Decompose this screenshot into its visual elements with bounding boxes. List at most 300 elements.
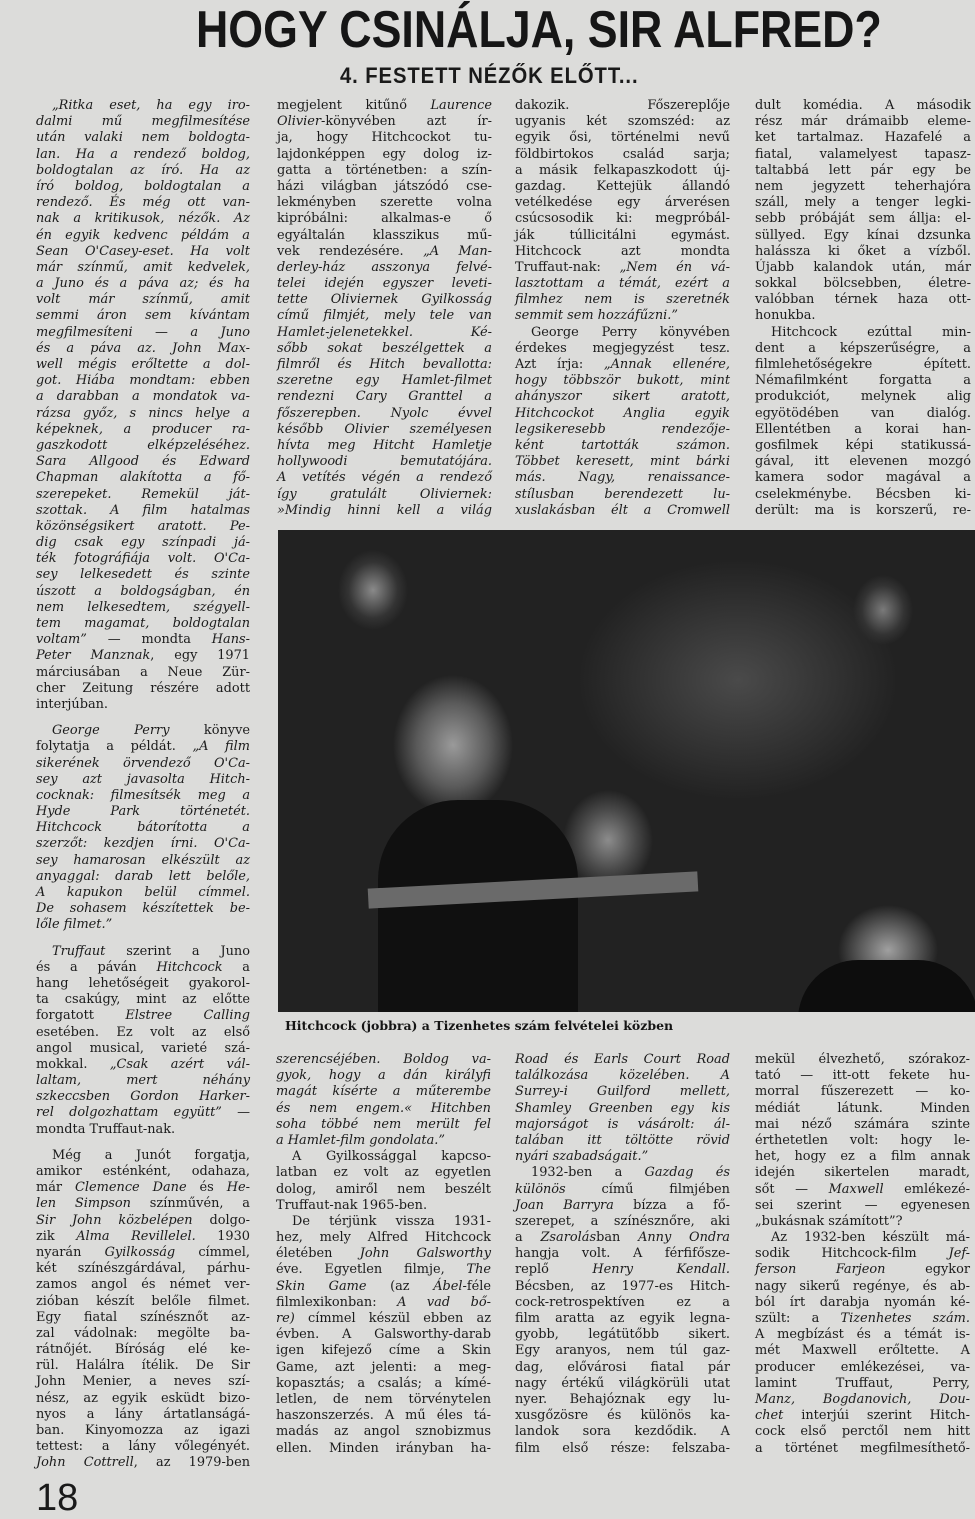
text-line: [276, 1068, 491, 1084]
text-line: [276, 1295, 491, 1311]
text-run: John Menier, a neves szí-: [36, 1374, 250, 1390]
text-line: [36, 1057, 250, 1073]
text-run: -könyvében azt ír-: [321, 114, 492, 130]
text-line: [755, 470, 971, 486]
text-run: gatta a történetben: a szín-: [277, 162, 492, 178]
text-run: gyobb, legátütőbb sikert.: [515, 1327, 730, 1343]
text-line: [36, 244, 250, 260]
italic-text-run: hogy többször bukott, mint: [515, 373, 730, 389]
photo-figure-right: [798, 960, 975, 1012]
text-line: [515, 406, 730, 422]
text-line: [515, 1327, 730, 1343]
italic-text-run: legsikeresebb rendezője-: [515, 421, 730, 437]
text-run: letlen, de nem törvénytelen: [276, 1391, 491, 1407]
text-line: [36, 1025, 250, 1041]
text-line: [36, 976, 250, 992]
text-run: lamint Truffaut, Perry,: [755, 1375, 970, 1391]
text-line: [276, 1214, 491, 1230]
italic-text-run: Manz, Bogdanovich, Dou-: [755, 1391, 970, 1407]
text-run: rül. Halálra ítélik. De Sir: [36, 1358, 250, 1374]
italic-text-run: úszott a boldogságban, én: [36, 583, 250, 599]
text-run: dag, elővárosi fiatal pár: [515, 1359, 730, 1375]
text-line: [755, 1392, 970, 1408]
text-run: zal vádolnak: megölte ba-: [36, 1325, 250, 1341]
text-line: [36, 422, 250, 438]
text-run: érthetetlen volt: hogy le-: [755, 1132, 970, 1148]
text-run: ugyanis két szomszéd: az: [515, 114, 730, 130]
text-line: [755, 357, 971, 373]
text-line: [515, 1262, 730, 1278]
text-line: [515, 244, 730, 260]
text-run: ban: [596, 1230, 639, 1246]
text-line: [755, 130, 971, 146]
text-line: [755, 1117, 970, 1133]
text-line: [36, 147, 250, 163]
text-line: [36, 1229, 250, 1245]
italic-text-run: Hans-: [211, 632, 250, 648]
paragraph: [755, 98, 971, 325]
text-run: Az 1932-ben készült má-: [771, 1230, 970, 1246]
italic-text-run: Többet keresett, mint bárki: [515, 454, 730, 470]
text-line: [755, 1376, 970, 1392]
text-line: [36, 960, 250, 976]
italic-text-run: képeknek, a producer ra-: [36, 421, 250, 437]
italic-text-run: „Annak ellenére,: [603, 357, 730, 372]
italic-text-run: című filmjét, mely tele van: [277, 308, 492, 324]
text-run: valóbban térnek haza ott-: [755, 292, 971, 308]
text-line: [755, 308, 971, 324]
italic-text-run: rel dolgozhattam együtt”: [36, 1105, 222, 1121]
text-run: egykor: [885, 1262, 970, 1278]
text-run: haszonszerzés. A mű éles tá-: [276, 1408, 491, 1424]
text-run: amikor esténként, odahaza,: [36, 1164, 250, 1179]
text-run: címmel készül ebben az: [294, 1311, 491, 1326]
text-line: [277, 454, 492, 470]
text-run: interjúi szerint Hitch-: [783, 1408, 970, 1424]
italic-text-run: Hitchcock: [156, 959, 223, 975]
italic-text-run: semmi áron sem kívántam: [36, 308, 250, 324]
italic-text-run: »Mindig hinni kell a világ: [277, 502, 492, 518]
italic-text-run: én egyik kedvenc példám a: [36, 227, 250, 243]
text-run: életében: [276, 1246, 360, 1262]
text-line: [515, 503, 730, 519]
text-line: [515, 1343, 730, 1359]
italic-text-run: megfilmesíteni — a Juno: [36, 324, 250, 340]
text-line: [276, 1424, 491, 1440]
text-run: csúcsosodik ki: megpróbál-: [515, 211, 730, 227]
text-run: (az: [366, 1278, 434, 1294]
italic-text-run: Alma Revillelel.: [76, 1228, 196, 1244]
text-run: éve. Egyetlen filmje,: [276, 1262, 467, 1278]
text-line: [36, 1277, 250, 1293]
text-line: [755, 1052, 970, 1068]
text-run: médiát látunk. Minden: [755, 1100, 970, 1116]
text-line: [36, 373, 250, 389]
film-still-photo: [278, 530, 975, 1012]
italic-text-run: len Simpson: [36, 1196, 131, 1212]
text-line: [276, 1408, 491, 1424]
text-line: [515, 228, 730, 244]
text-line: [36, 1439, 250, 1455]
text-run: mondta Truffaut-nak.: [36, 1121, 176, 1137]
text-run: A megbízást és a témát is-: [755, 1327, 970, 1343]
italic-text-run: talában itt töltötte rövid: [515, 1132, 730, 1148]
text-line: [36, 1358, 250, 1374]
italic-text-run: laltam, mert néhány: [36, 1073, 250, 1089]
italic-text-run: főszerepben. Nyolc évvel: [277, 405, 492, 421]
italic-text-run: Hyde Park történetét.: [36, 804, 250, 820]
text-line: [755, 1165, 970, 1181]
text-line: [755, 1279, 970, 1295]
text-line: [36, 836, 250, 852]
italic-text-run: ként tartották számon.: [515, 437, 730, 453]
text-line: [36, 681, 250, 697]
text-run: vek rendezésére.: [277, 243, 424, 259]
text-line: [276, 1376, 491, 1392]
text-run: landok sora kezdődik. A: [515, 1424, 730, 1440]
text-run: a másik felkapaszkodott új-: [515, 162, 730, 178]
text-line: [277, 260, 492, 276]
text-line: [276, 1052, 491, 1068]
italic-text-run: majorságot is vásárolt: ál-: [515, 1116, 730, 1132]
italic-text-run: voltam”: [36, 632, 87, 648]
article-column-3-bottom: [515, 1052, 730, 1457]
italic-text-run: Skin Game: [276, 1278, 367, 1294]
italic-text-run: dalmi mű megfilmesítése: [36, 114, 250, 130]
italic-text-run: sey hamarosan elkészült az: [36, 852, 250, 868]
italic-text-run: Peter Manznak: [36, 648, 151, 664]
text-line: [515, 1068, 730, 1084]
text-line: [515, 325, 730, 341]
italic-text-run: és a páva az. John Max-: [36, 340, 250, 356]
text-run: lekményben szerette volna: [277, 195, 492, 211]
italic-text-run: szerzőt: kezdjen írni. O'Ca-: [36, 836, 250, 852]
italic-text-run: „Nem én vá-: [619, 259, 731, 275]
text-run: 1932-ben a: [531, 1165, 645, 1181]
text-line: [36, 992, 250, 1008]
text-line: [36, 1164, 250, 1180]
text-line: [515, 195, 730, 211]
text-run: rész már drámaibb eleme-: [755, 114, 971, 130]
text-line: [515, 1182, 730, 1198]
text-line: [36, 1342, 250, 1358]
text-line: [515, 438, 730, 454]
text-line: [36, 389, 250, 405]
italic-text-run: szkeccsben Gordon Harker-: [36, 1089, 250, 1105]
text-line: [515, 1117, 730, 1133]
text-run: ja, hogy Hitchcockot tu-: [277, 130, 492, 146]
text-line: [755, 114, 971, 130]
italic-text-run: „Ritka eset, ha egy iro-: [52, 98, 250, 113]
text-line: [755, 1246, 970, 1262]
text-line: [515, 1149, 730, 1165]
italic-text-run: sőbb sokat beszélgettek a: [277, 340, 492, 356]
text-run: halássza ki őket a vízből.: [755, 243, 971, 259]
text-run: fiatal, valamelyest tapasz-: [755, 146, 971, 162]
text-line: [276, 1279, 491, 1295]
text-run: xusgőzösre és különös ka-: [515, 1408, 730, 1424]
italic-text-run: A vad bő-: [397, 1294, 491, 1310]
italic-text-run: lőle filmet.”: [36, 917, 113, 933]
text-run: című filmjében: [565, 1181, 730, 1197]
italic-text-run: He-: [226, 1180, 251, 1196]
paragraph: [755, 325, 971, 519]
text-run: évben. A Galsworthy-darab: [276, 1327, 491, 1343]
text-line: [515, 1376, 730, 1392]
text-line: [36, 1008, 250, 1024]
text-line: [515, 1408, 730, 1424]
text-line: [36, 228, 250, 244]
article-column-4-top: [755, 98, 971, 519]
text-line: [755, 1182, 970, 1198]
italic-text-run: találkozása közelében. A: [515, 1068, 730, 1084]
italic-text-run: gaszkodott elképzeléséhez.: [36, 437, 250, 453]
text-line: [277, 163, 492, 179]
text-line: [36, 519, 250, 535]
italic-text-run: hívta meg Hitcht Hamletje: [277, 437, 492, 453]
italic-text-run: volt már színmű, amit: [36, 292, 250, 308]
text-run: igen kifejező címe a Skin: [276, 1343, 491, 1359]
italic-text-run: John Galsworthy: [359, 1246, 491, 1262]
italic-text-run: re): [276, 1311, 295, 1326]
text-line: [755, 1311, 970, 1327]
text-line: [36, 325, 250, 341]
text-run: nem jegyzett teherhajóra: [755, 178, 971, 194]
text-line: [755, 276, 971, 292]
article-column-1: [36, 98, 250, 1472]
text-line: [277, 147, 492, 163]
italic-text-run: különös: [515, 1181, 566, 1197]
text-run: földbirtokos család sarja;: [515, 146, 730, 162]
text-line: [36, 98, 250, 114]
text-line: [276, 1311, 491, 1327]
text-run: Game, azt jelenti: a meg-: [276, 1359, 491, 1375]
text-run: dakozik. Főszereplője: [515, 98, 730, 113]
text-line: [36, 584, 250, 600]
italic-text-run: rázsa győz, s nincs helye a: [36, 405, 250, 421]
text-line: [36, 1122, 250, 1138]
italic-text-run: telei idején egyszer leveti-: [277, 276, 492, 292]
italic-text-run: Road és Earls Court Road: [515, 1052, 730, 1067]
text-line: [36, 567, 250, 583]
italic-text-run: Henry Kendall.: [592, 1262, 730, 1278]
italic-text-run: filmről és Hitch bevallotta:: [277, 357, 492, 372]
text-line: [755, 1295, 970, 1311]
text-line: [277, 195, 492, 211]
text-line: [755, 1424, 970, 1440]
text-run: és: [186, 1180, 227, 1196]
text-run: a: [515, 1230, 541, 1246]
text-line: [36, 308, 250, 324]
text-run: sebb próbáját sem állja: el-: [755, 211, 971, 227]
text-run: morral fűszerezett — ko-: [755, 1084, 970, 1100]
text-line: [36, 820, 250, 836]
text-line: [36, 1391, 250, 1407]
paragraph: [515, 98, 730, 325]
text-line: [755, 1084, 970, 1100]
text-run: szerepet, a színésznőre, aki: [515, 1213, 730, 1229]
text-line: [276, 1084, 491, 1100]
italic-text-run: szeretne egy Hamlet-filmet: [277, 373, 492, 389]
italic-text-run: a Juno és a páva az; és ha: [36, 276, 250, 292]
italic-text-run: rendezni Cary Granttel a: [277, 389, 492, 405]
text-run: ta csakúgy, mint az előtte: [36, 992, 250, 1008]
text-run: hangja volt. A férfifősze-: [515, 1246, 730, 1262]
text-line: [36, 804, 250, 820]
article-column-2-bottom: [276, 1052, 491, 1457]
italic-text-run: Joan Barryra: [515, 1197, 614, 1213]
text-line: [515, 1230, 730, 1246]
text-line: [36, 470, 250, 486]
text-line: [515, 1279, 730, 1295]
text-run: Hitchcock azt mondta: [515, 243, 730, 259]
text-line: [36, 1196, 250, 1212]
text-run: Újabb kalandok után, már: [755, 259, 971, 275]
text-line: [36, 665, 250, 681]
italic-text-run: Truffaut: [52, 943, 106, 959]
text-line: [755, 389, 971, 405]
italic-text-run: Shamley Greenben egy kis: [515, 1100, 730, 1116]
italic-text-run: Jef-: [948, 1246, 970, 1262]
text-run: márciusában a Neue Zür-: [36, 664, 250, 680]
italic-text-run: a Hamlet-film gondolata.”: [276, 1132, 445, 1148]
italic-text-run: ahányszor sikert aratott,: [515, 389, 730, 405]
text-run: cock-retrospektíven ez a: [515, 1294, 730, 1310]
text-line: [276, 1441, 491, 1457]
italic-text-run: Laurence: [430, 98, 492, 113]
text-line: [36, 357, 250, 373]
text-line: [276, 1149, 491, 1165]
paragraph: [276, 1214, 491, 1457]
text-line: [515, 211, 730, 227]
italic-text-run: Anny Ondra: [638, 1230, 730, 1246]
text-line: [36, 723, 250, 739]
text-line: [36, 292, 250, 308]
text-run: nyer. Behajóznak egy lu-: [515, 1391, 730, 1407]
text-line: [36, 1326, 250, 1342]
text-line: [36, 1041, 250, 1057]
text-line: [277, 389, 492, 405]
text-run: ják túllicitálni egymást.: [515, 227, 730, 243]
italic-text-run: The: [466, 1262, 491, 1278]
italic-text-run: xuslakásban élt a Cromwell: [515, 502, 730, 518]
text-line: [36, 1261, 250, 1277]
italic-text-run: sey lelkesedett és szinte: [36, 567, 250, 583]
text-line: [515, 1084, 730, 1100]
text-run: szült: a: [755, 1311, 841, 1326]
paragraph: [36, 723, 250, 933]
text-line: [515, 276, 730, 292]
text-line: [277, 211, 492, 227]
text-line: [36, 739, 250, 755]
paragraph: [515, 1052, 730, 1165]
text-run: gazdag. Kettejük állandó: [515, 178, 730, 194]
text-run: rátnőjét. Bíróság elé ke-: [36, 1342, 250, 1358]
text-run: már: [36, 1180, 76, 1196]
text-run: Hitchcock ezúttal min-: [771, 324, 971, 340]
text-run: Bécsben, az 1977-es Hitch-: [515, 1278, 730, 1294]
text-run: egyáltalán klasszikus mű-: [277, 227, 492, 243]
text-line: [36, 853, 250, 869]
paragraph: [36, 1148, 250, 1472]
text-run: bízza a fő-: [613, 1197, 730, 1213]
italic-text-run: Clemence Dane: [75, 1180, 187, 1196]
page-number: 18: [36, 1477, 79, 1519]
text-run: interjúban.: [36, 696, 109, 712]
text-line: [755, 1262, 970, 1278]
text-line: [277, 373, 492, 389]
text-run: mokkal.: [36, 1056, 110, 1072]
text-line: [755, 260, 971, 276]
text-line: [36, 260, 250, 276]
text-line: [515, 163, 730, 179]
italic-text-run: boldogtalan az író. Ha az: [36, 162, 250, 178]
text-line: [36, 1105, 250, 1121]
text-line: [277, 276, 492, 292]
text-run: — mondta: [86, 632, 212, 648]
text-line: [755, 195, 971, 211]
text-run: kamera sodor magával a: [755, 470, 971, 486]
italic-text-run: ferson Farjeon: [755, 1262, 886, 1278]
italic-text-run: soha többé nem merült fel: [276, 1116, 491, 1132]
text-run: idején sikertelen maradt,: [755, 1165, 970, 1181]
text-line: [755, 1149, 970, 1165]
text-line: [755, 422, 971, 438]
italic-text-run: well mégis erőltette a dol-: [36, 357, 250, 372]
text-line: [276, 1182, 491, 1198]
text-line: [515, 1441, 730, 1457]
text-line: [36, 454, 250, 470]
text-line: [755, 292, 971, 308]
text-run: producer emlékezései, va-: [755, 1359, 970, 1375]
text-line: [36, 772, 250, 788]
text-line: [36, 438, 250, 454]
text-line: [515, 357, 730, 373]
text-line: [515, 422, 730, 438]
italic-text-run: Sir John közbelépen: [36, 1212, 193, 1228]
italic-text-run: „A Man-: [423, 243, 492, 259]
italic-text-run: Ábel: [433, 1278, 463, 1294]
text-line: [276, 1392, 491, 1408]
text-line: [515, 470, 730, 486]
text-line: [755, 438, 971, 454]
text-run: filmlehetőségekre épített.: [755, 357, 971, 372]
text-line: [515, 114, 730, 130]
text-run: emlékezé-: [883, 1181, 970, 1197]
text-run: gosfilmek képi statikussá-: [755, 437, 971, 453]
text-line: [755, 1360, 970, 1376]
text-line: [36, 1089, 250, 1105]
text-run: latban ez volt az egyetlen: [276, 1165, 491, 1181]
text-line: [755, 98, 971, 114]
text-line: [755, 1441, 970, 1457]
text-line: [755, 1327, 970, 1343]
text-run: ket tartalmaz. Hazafelé a: [755, 130, 971, 146]
text-run: forgatott: [36, 1008, 126, 1024]
text-line: [276, 1101, 491, 1117]
text-run: A Gyilkossággal kapcso-: [292, 1149, 491, 1165]
text-line: [515, 454, 730, 470]
italic-text-run: nak a kritikusok, nézők. Az: [36, 211, 250, 227]
italic-text-run: tem magamat, boldogtalan: [36, 616, 250, 631]
italic-text-run: lan. Ha a rendező boldog,: [36, 146, 250, 162]
text-run: —: [221, 1105, 250, 1121]
text-run: George Perry könyvében: [531, 324, 730, 340]
text-line: [755, 1101, 970, 1117]
text-line: [277, 438, 492, 454]
text-run: dolgo-: [192, 1212, 250, 1228]
text-run: cselekménybe. Bécsben ki-: [755, 486, 971, 502]
